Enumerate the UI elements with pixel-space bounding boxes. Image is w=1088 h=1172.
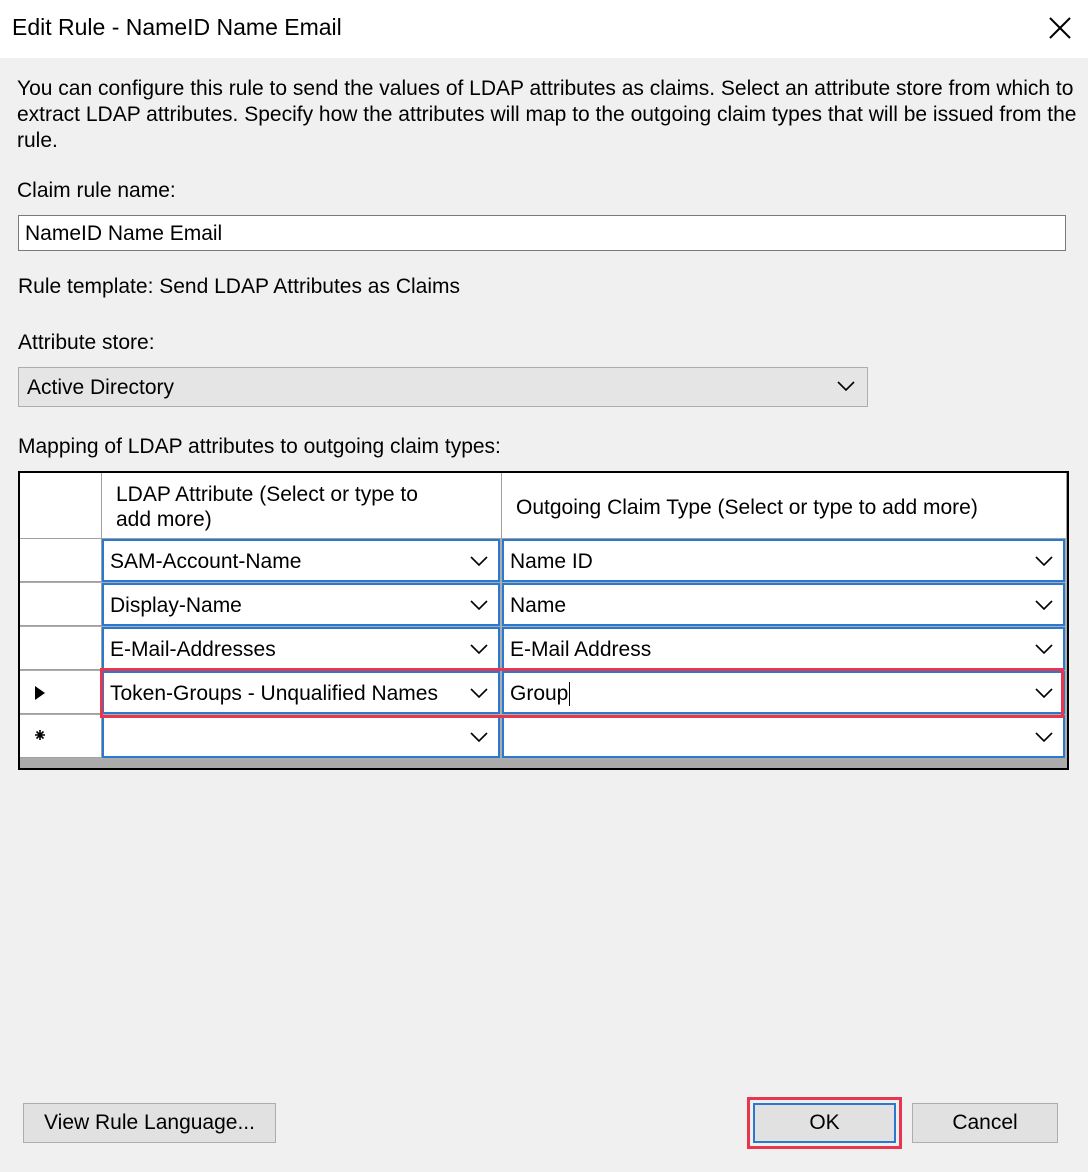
chevron-down-icon[interactable] <box>470 643 488 655</box>
chevron-down-icon[interactable] <box>470 731 488 743</box>
column-header-claim-label: Outgoing Claim Type (Select or type to add more) <box>516 496 978 519</box>
title-bar <box>0 0 1088 58</box>
rule-template-text: Rule template: Send LDAP Attributes as Claims <box>18 275 460 298</box>
ldap-attribute-value: E-Mail-Addresses <box>110 638 276 661</box>
claim-rule-name-input[interactable]: NameID Name Email <box>18 215 1066 251</box>
chevron-down-icon <box>837 380 855 392</box>
chevron-down-icon[interactable] <box>1035 731 1053 743</box>
row-header[interactable] <box>20 627 102 670</box>
claim-type-value: E-Mail Address <box>510 638 652 661</box>
claim-type-value: Name ID <box>510 550 593 573</box>
row-header-new[interactable] <box>20 715 102 758</box>
column-header-ldap-label: LDAP Attribute (Select or type to add more) <box>116 483 418 531</box>
current-row-arrow-icon <box>34 685 46 701</box>
row-header[interactable] <box>20 583 102 626</box>
chevron-down-icon[interactable] <box>470 555 488 567</box>
claim-type-value: Name <box>510 594 567 617</box>
claim-type-select[interactable] <box>502 539 1065 582</box>
claim-type-select[interactable] <box>502 627 1065 670</box>
chevron-down-icon[interactable] <box>1035 599 1053 611</box>
claim-type-select[interactable] <box>502 583 1065 626</box>
dialog-title: Edit Rule - NameID Name Email <box>12 14 342 40</box>
text-caret <box>569 682 570 706</box>
attribute-store-value: Active Directory <box>27 376 175 399</box>
grid-corner-header <box>20 473 102 539</box>
column-header-ldap[interactable] <box>102 473 502 539</box>
ldap-attribute-value: Display-Name <box>110 594 242 617</box>
mapping-label: Mapping of LDAP attributes to outgoing claim types: <box>18 435 501 458</box>
ldap-attribute-value: SAM-Account-Name <box>110 550 302 573</box>
new-row-asterisk-icon <box>34 729 46 741</box>
ldap-attribute-select[interactable] <box>102 671 500 714</box>
chevron-down-icon[interactable] <box>470 599 488 611</box>
claim-rule-name-label: Claim rule name: <box>17 179 176 202</box>
claim-type-text: Group <box>510 682 569 705</box>
mapping-grid[interactable] <box>18 471 1069 770</box>
ok-button[interactable]: OK <box>753 1103 896 1143</box>
ldap-attribute-select[interactable] <box>102 627 500 670</box>
row-header[interactable] <box>20 539 102 582</box>
chevron-down-icon[interactable] <box>1035 687 1053 699</box>
chevron-down-icon[interactable] <box>1035 555 1053 567</box>
chevron-down-icon[interactable] <box>470 687 488 699</box>
claim-type-select[interactable] <box>502 715 1065 758</box>
view-rule-language-button[interactable]: View Rule Language... <box>23 1103 276 1143</box>
claim-type-select[interactable] <box>502 671 1065 714</box>
description-text: You can configure this rule to send the values of LDAP attributes as claims. Select an attribute store from which to extract LDAP attributes. Specify how the attributes will map to the outgoing claim types that will be issued from the rule. <box>17 77 1077 152</box>
attribute-store-select[interactable] <box>18 367 868 407</box>
ldap-attribute-select[interactable] <box>102 715 500 758</box>
chevron-down-icon[interactable] <box>1035 643 1053 655</box>
attribute-store-label: Attribute store: <box>18 331 155 354</box>
column-header-claim[interactable] <box>502 473 1067 539</box>
cancel-button[interactable]: Cancel <box>912 1103 1058 1143</box>
close-icon <box>1048 16 1072 40</box>
ldap-attribute-select[interactable] <box>102 539 500 582</box>
ldap-attribute-select[interactable] <box>102 583 500 626</box>
ldap-attribute-value: Token-Groups - Unqualified Names <box>110 682 438 705</box>
row-header-current[interactable] <box>20 671 102 714</box>
close-button[interactable] <box>1040 8 1080 48</box>
claim-type-value <box>510 682 570 706</box>
